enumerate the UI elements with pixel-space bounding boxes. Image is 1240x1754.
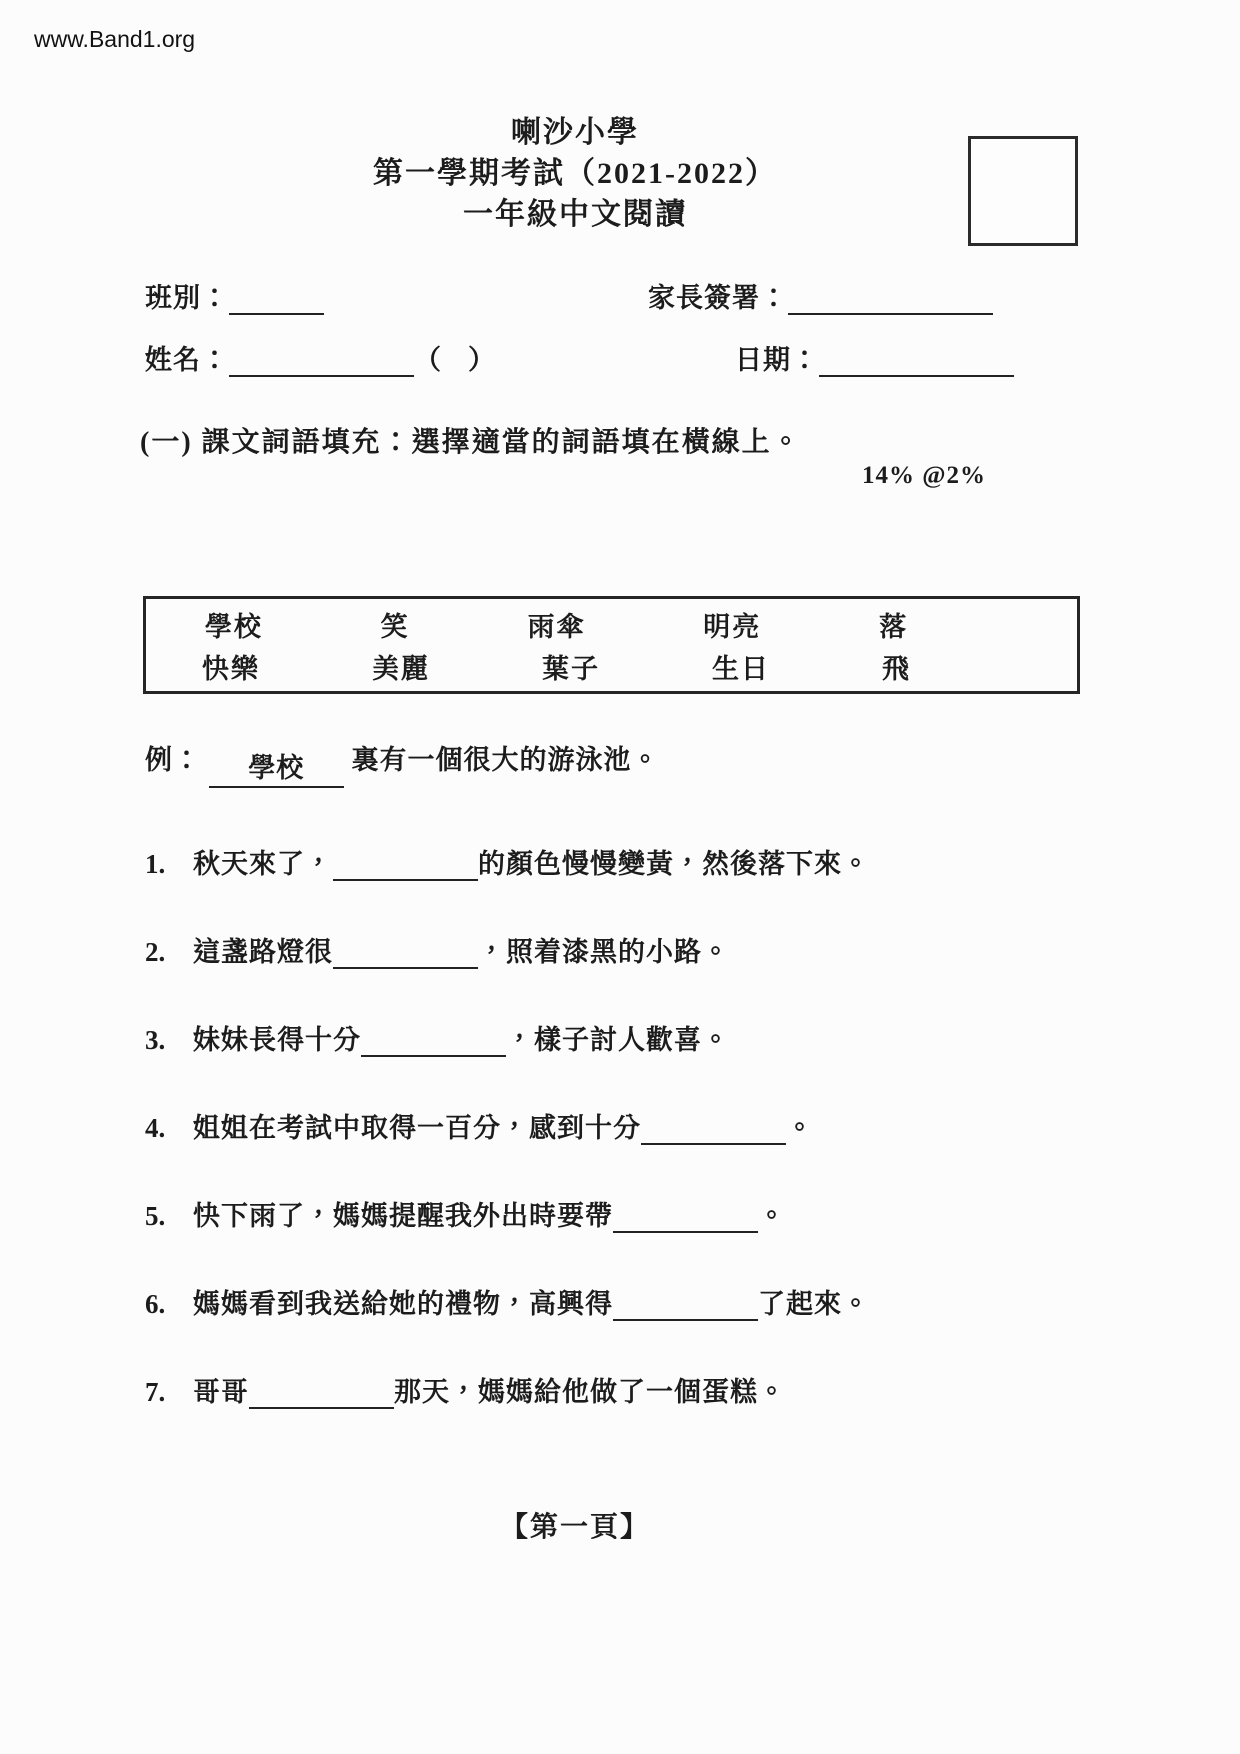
answer-blank-line xyxy=(361,1021,506,1057)
question-text-post: 。 xyxy=(758,1201,786,1231)
section-marks: 14% @2% xyxy=(862,462,987,489)
date-blank-line xyxy=(819,341,1014,377)
school-name: 喇沙小學 xyxy=(511,116,639,149)
answer-blank-line xyxy=(641,1109,786,1145)
name-blank-line xyxy=(229,341,414,377)
word-bank-item: 生日 xyxy=(712,653,770,684)
class-field xyxy=(145,276,324,315)
word-bank-item: 明亮 xyxy=(703,611,762,642)
answer-blank-line xyxy=(333,933,478,969)
question-text-post: 了起來。 xyxy=(758,1289,870,1319)
word-bank-row xyxy=(146,605,967,644)
question-number: 6. xyxy=(145,1289,166,1319)
question-text-post: 那天，媽媽給他做了一個蛋糕。 xyxy=(394,1377,786,1407)
question-number: 3. xyxy=(145,1025,166,1055)
name-label: 姓名： xyxy=(145,345,229,375)
answer-blank-line xyxy=(613,1197,758,1233)
question-text-pre: 這盞路燈很 xyxy=(193,937,333,967)
word-bank-item: 雨傘 xyxy=(527,611,586,642)
score-box xyxy=(968,136,1078,246)
class-label: 班別： xyxy=(145,283,229,313)
class-number-brackets: （ ） xyxy=(414,345,495,375)
word-bank-item: 快樂 xyxy=(202,653,260,684)
answer-blank-line xyxy=(613,1285,758,1321)
parent-signature-field xyxy=(648,276,993,315)
word-bank-item: 笑 xyxy=(380,611,410,642)
name-field xyxy=(145,338,495,377)
question-number: 1. xyxy=(145,849,166,879)
question-row-3 xyxy=(145,1018,730,1057)
answer-blank-line xyxy=(249,1373,394,1409)
word-bank xyxy=(143,596,1080,694)
word-bank-item: 飛 xyxy=(882,653,911,684)
word-bank-row xyxy=(146,647,967,686)
question-number: 2. xyxy=(145,937,166,967)
example-text: 裏有一個很大的游泳池。 xyxy=(351,745,660,775)
parent-signature-blank-line xyxy=(788,279,993,315)
word-bank-item: 葉子 xyxy=(542,653,600,684)
question-row-2 xyxy=(145,930,730,969)
date-label: 日期： xyxy=(735,345,819,375)
word-bank-item: 學校 xyxy=(204,611,263,642)
question-row-4 xyxy=(145,1106,814,1145)
question-text-pre: 快下雨了，媽媽提醒我外出時要帶 xyxy=(193,1201,613,1231)
word-bank-item: 落 xyxy=(879,611,909,642)
question-text-pre: 姐姐在考試中取得一百分，感到十分 xyxy=(193,1113,641,1143)
parent-signature-label: 家長簽署： xyxy=(648,283,788,313)
question-text-pre: 妹妹長得十分 xyxy=(193,1025,361,1055)
question-row-6 xyxy=(145,1282,870,1321)
question-text-pre: 媽媽看到我送給她的禮物，高興得 xyxy=(193,1289,613,1319)
answer-blank-line xyxy=(333,845,478,881)
example-label: 例： xyxy=(145,745,201,775)
example-sentence xyxy=(145,738,660,788)
watermark-url: www.Band1.org xyxy=(34,26,196,52)
question-number: 7. xyxy=(145,1377,166,1407)
question-text-post: 的顏色慢慢變黃，然後落下來。 xyxy=(478,849,870,879)
question-text-post: 。 xyxy=(786,1113,814,1143)
question-text-post: ，照着漆黑的小路。 xyxy=(478,937,730,967)
question-row-1 xyxy=(145,842,870,881)
question-text-post: ，樣子討人歡喜。 xyxy=(506,1025,730,1055)
question-row-5 xyxy=(145,1194,786,1233)
question-text-pre: 秋天來了， xyxy=(193,849,333,879)
question-number: 4. xyxy=(145,1113,166,1143)
subject-title: 一年級中文閱讀 xyxy=(463,198,687,231)
word-bank-item: 美麗 xyxy=(372,653,430,684)
question-number: 5. xyxy=(145,1201,166,1231)
example-answer-blank: 學校 xyxy=(209,746,344,788)
section-one-heading: (一) 課文詞語填充：選擇適當的詞語填在橫線上。 xyxy=(140,427,802,458)
page-number-footer: 【第一頁】 xyxy=(499,1512,650,1543)
exam-title: 第一學期考試（2021-2022） xyxy=(373,157,777,190)
question-text-pre: 哥哥 xyxy=(193,1377,249,1407)
date-field xyxy=(735,338,1014,377)
class-blank-line xyxy=(229,279,324,315)
question-row-7 xyxy=(145,1370,786,1409)
